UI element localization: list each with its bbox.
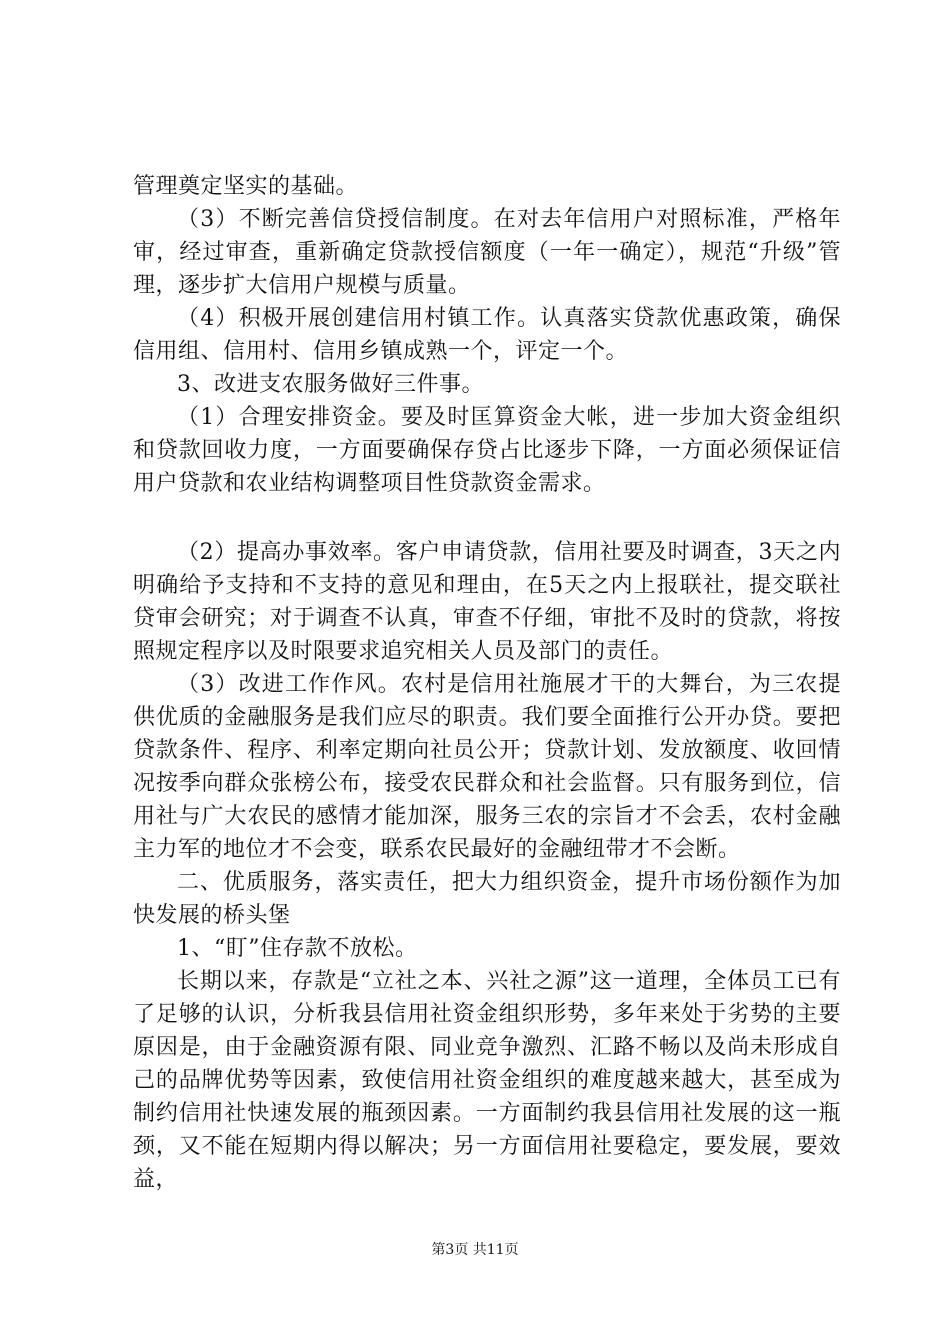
- paragraph-5: （1）合理安排资金。要及时匡算资金大帐，进一步加大资金组织和贷款回收力度，一方面要确保存贷占比逐步下降，一方面必须保证信用户贷款和农业结构调整项目性贷款资金需求。: [133, 405, 841, 496]
- paragraph-4: 3、改进支农服务做好三件事。: [177, 372, 484, 397]
- paragraph-6: （2）提高办事效率。客户申请贷款，信用社要及时调查，3天之内明确给予支持和不支持的意见和理由，在5天之内上报联社，提交联社贷审会研究；对于调查不认真，审查不仔细，审批不及时的贷款，将按照规定程序以及时限要求追究相关人员及部门的责任。: [133, 540, 841, 664]
- page-footer: 第3页 共11页: [431, 1242, 519, 1258]
- paragraph-2: （3）不断完善信贷授信制度。在对去年信用户对照标准，严格年审，经过审查，重新确定贷款授信额度（一年一确定），规范“升级”管理，逐步扩大信用户规模与质量。: [133, 207, 841, 298]
- paragraph-3: （4）积极开展创建信用村镇工作。认真落实贷款优惠政策，确保信用组、信用村、信用乡镇成熟一个，评定一个。: [133, 306, 841, 364]
- section-heading: 二、优质服务，落实责任，把大力组织资金，提升市场份额作为加快发展的桥头堡: [133, 870, 841, 928]
- paragraph-10: 长期以来，存款是“立社之本、兴社之源”这一道理，全体员工已有了足够的认识，分析我县信用社资金组织形势，多年来处于劣势的主要原因是，由于金融资源有限、同业竞争激烈、汇路不畅以及尚未形成自己的品牌优势等因素，致使信用社资金组织的难度越来越大，甚至成为制约信用社快速发展的瓶颈因素。一方面制约我县信用社发展的这一瓶颈，又不能在短期内得以解决；另一方面信用社要稳定，要发展，要效益，: [133, 969, 841, 1192]
- paragraph-1: 管理奠定坚实的基础。: [133, 174, 359, 199]
- paragraph-9: 1、“盯”住存款不放松。: [177, 936, 418, 961]
- document-body: [133, 170, 841, 1196]
- paragraph-7: （3）改进工作作风。农村是信用社施展才干的大舞台，为三农提供优质的金融服务是我们应尽的职责。我们要全面推行公开办贷。要把贷款条件、程序、利率定期向社员公开；贷款计划、发放额度、收回情况按季向群众张榜公布，接受农民群众和社会监督。只有服务到位，信用社与广大农民的感情才能加深，服务三农的宗旨才不会丢，农村金融主力军的地位才不会变，联系农民最好的金融纽带才不会断。: [133, 672, 841, 862]
